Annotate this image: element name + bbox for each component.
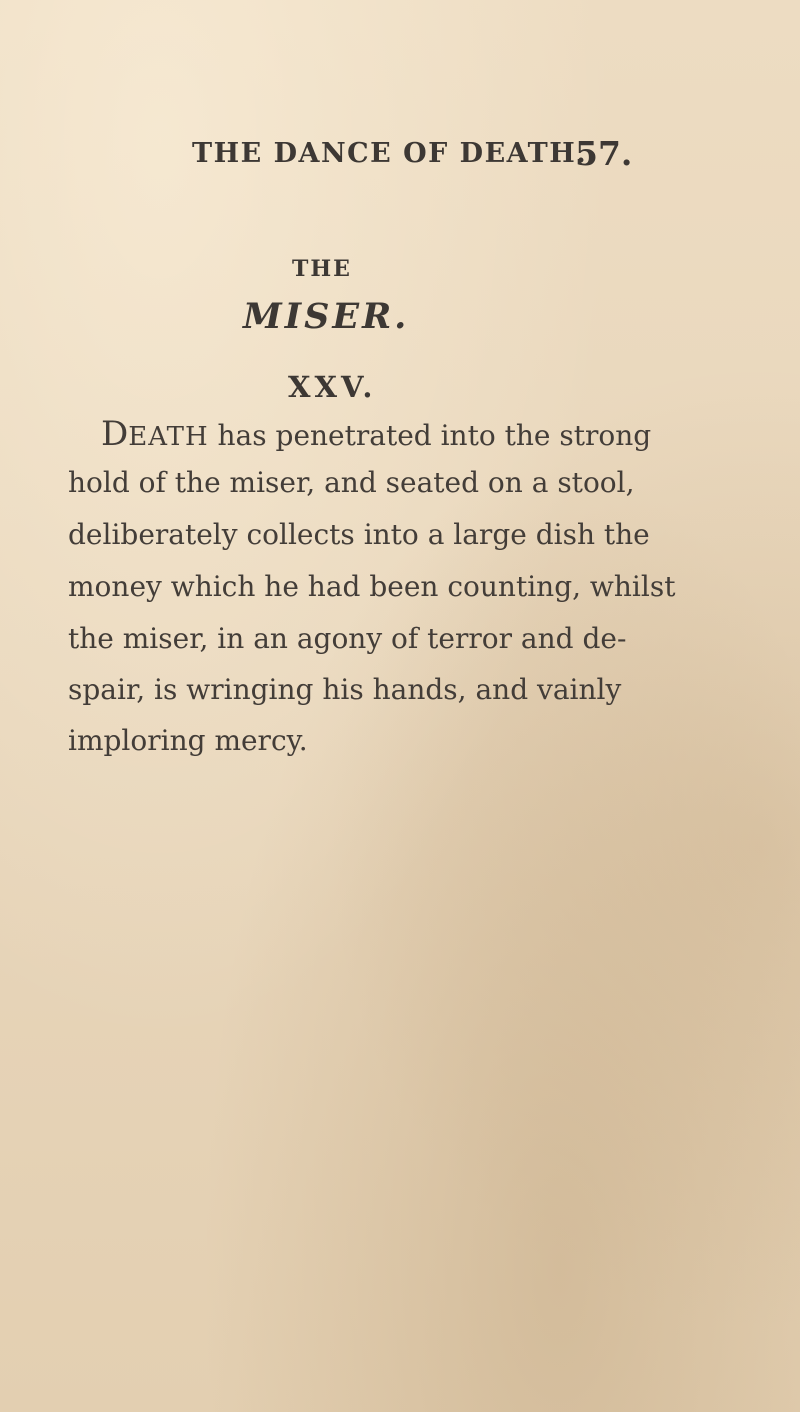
heading-article: THE: [292, 256, 352, 282]
running-title: THE DANCE OF DEATH.: [192, 138, 588, 169]
paragraph-line-1: [101, 414, 651, 454]
paragraph-line-7: imploring mercy.: [68, 724, 308, 757]
page-number: 57.: [575, 134, 633, 173]
line-text: has penetrated into the strong: [208, 419, 652, 452]
paragraph-line-3: deliberately collects into a large dish the: [68, 518, 650, 551]
paragraph-line-4: money which he had been counting, whilst: [68, 570, 676, 603]
first-word-smallcaps: EATH: [128, 422, 209, 452]
running-head: [0, 134, 800, 178]
drop-initial: D: [101, 414, 129, 454]
section-title: MISER.: [243, 296, 410, 337]
paragraph-line-5: the miser, in an agony of terror and de-: [68, 622, 627, 655]
paragraph-line-2: hold of the miser, and seated on a stool,: [68, 466, 635, 499]
section-numeral: XXV.: [288, 370, 377, 404]
paragraph-line-6: spair, is wringing his hands, and vainly: [68, 673, 622, 706]
